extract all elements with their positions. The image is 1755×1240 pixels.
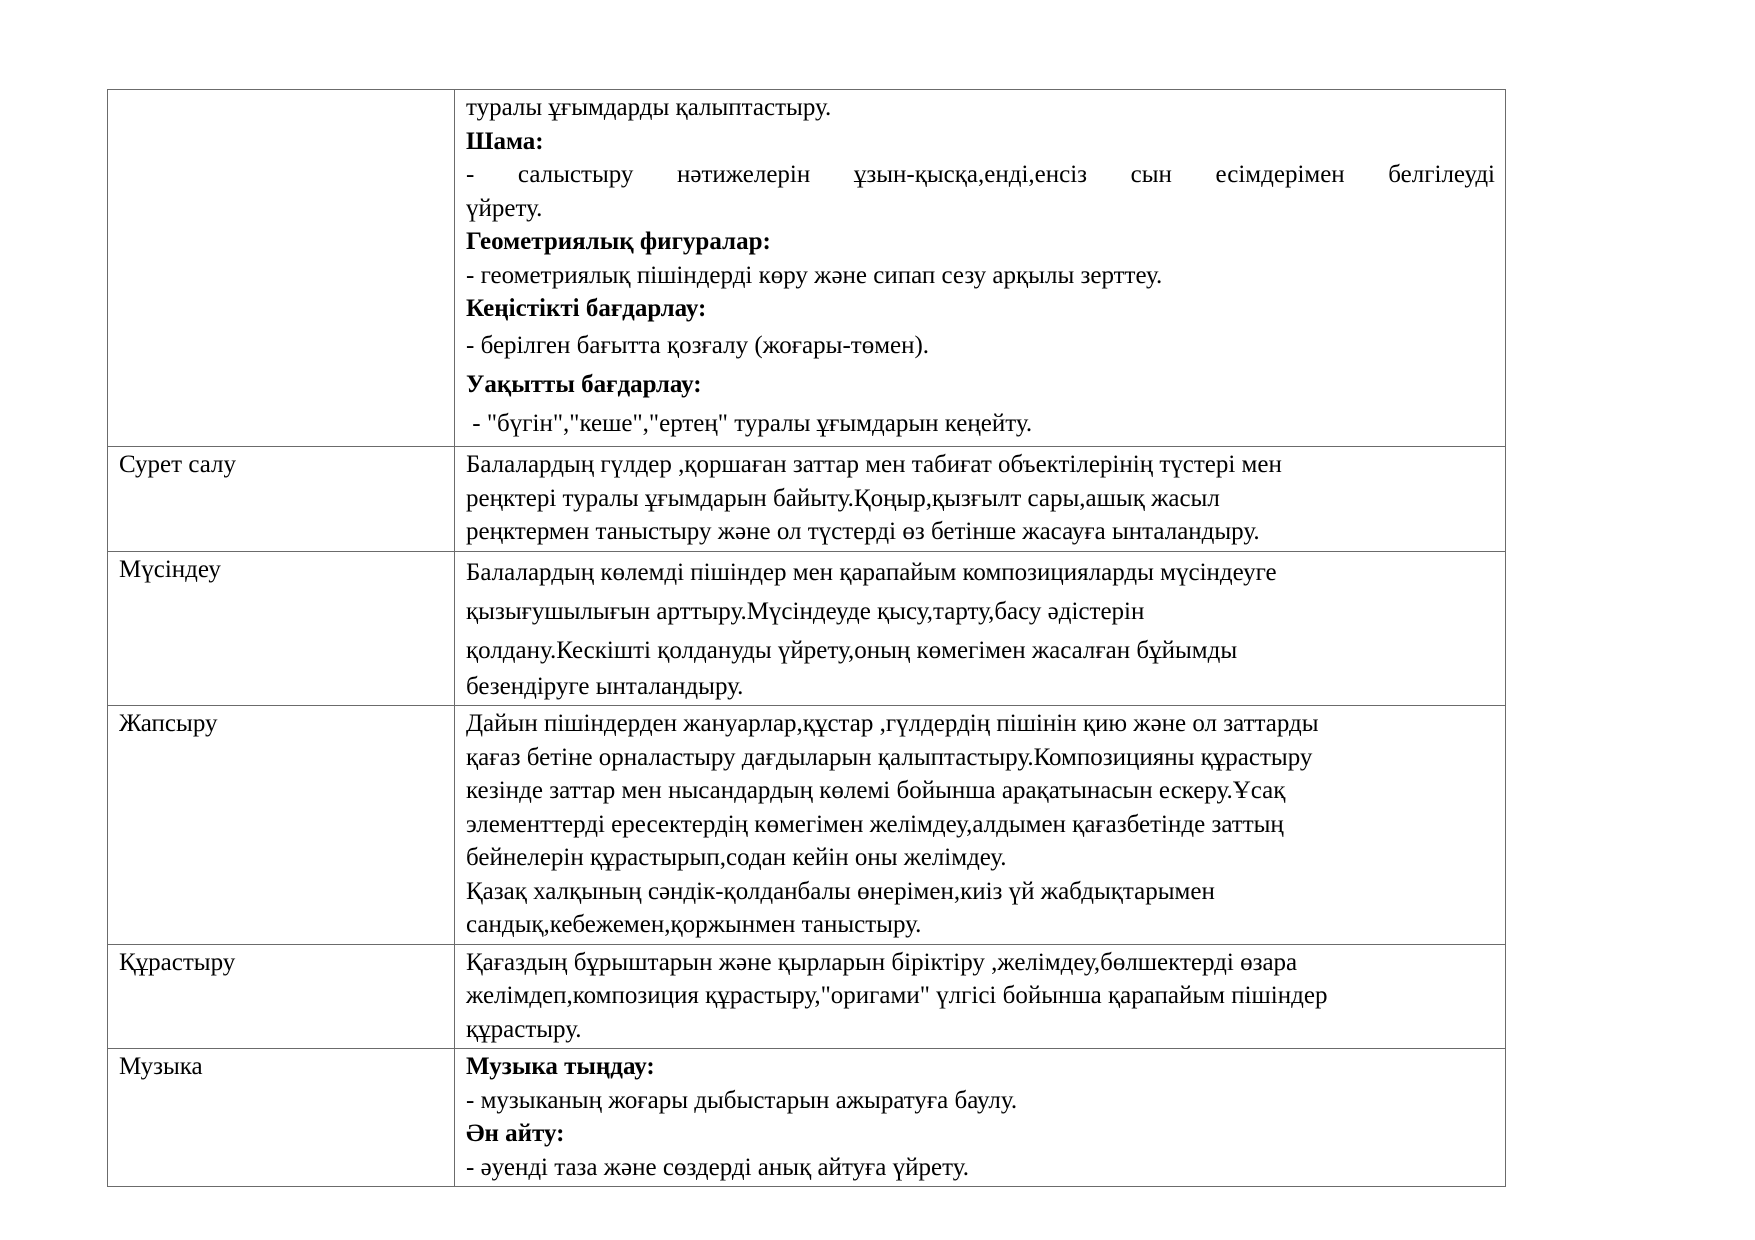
content-line: - берілген бағытта қозғалу (жоғары-төмен). [466, 331, 930, 359]
curriculum-table [107, 89, 1506, 1187]
subject-label: Жапсыру [119, 710, 218, 737]
content-line: құрастыру. [466, 1015, 582, 1043]
content-line: Дайын пішіндерден жануарлар,құстар ,гүлдердің пішінін қию және ол заттарды [466, 710, 1319, 737]
content-line: желімдеп,композиция құрастыру,"оригами" үлгісі бойынша қарапайым пішіндер [466, 982, 1328, 1009]
subject-cell [108, 944, 455, 1049]
content-line: бейнелерін құрастырып,содан кейін оны желімдеу. [466, 844, 1007, 871]
content-line: туралы ұғымдарды қалыптастыру. [466, 94, 832, 121]
table-row [108, 447, 1506, 552]
content-line: - геометриялық пішіндерді көру және сипап сезу арқылы зерттеу. [466, 261, 1163, 289]
section-heading: Шама: [466, 127, 544, 155]
content-cell [455, 944, 1506, 1049]
content-line: реңктермен таныстыру және ол түстерді өз бетінше жасауға ынталандыру. [466, 518, 1260, 545]
section-heading: Кеңістікті бағдарлау: [466, 295, 707, 322]
table-row [108, 944, 1506, 1049]
content-line: қызығушылығын арттыру.Мүсіндеуде қысу,тарту,басу әдістерін [466, 597, 1145, 625]
content-line: кезінде заттар мен нысандардың көлемі бойынша арақатынасын ескеру.Ұсақ [466, 777, 1286, 804]
content-line: элементтерді ересектердің көмегімен желімдеу,алдымен қағазбетінде заттың [466, 810, 1284, 838]
subject-cell [108, 447, 455, 552]
content-line: реңктері туралы ұғымдарын байыту.Қоңыр,қызғылт сары,ашық жасыл [466, 484, 1220, 512]
table-row [108, 551, 1506, 706]
section-heading: Музыка тыңдау: [466, 1053, 655, 1080]
subject-label: Музыка [119, 1053, 203, 1080]
content-line: қағаз бетіне орналастыру дағдыларын қалыптастыру.Композицияны құрастыру [466, 743, 1313, 771]
subject-label: Құрастыру [119, 948, 236, 976]
content-line: үйрету. [466, 194, 543, 222]
content-line: Қағаздың бұрыштарын және қырларын біріктіру ,желімдеу,бөлшектерді өзара [466, 948, 1298, 976]
subject-cell [108, 90, 455, 447]
content-cell [455, 1049, 1506, 1187]
content-line: Балалардың гүлдер ,қоршаған заттар мен табиғат объектілерінің түстері мен [466, 451, 1282, 478]
subject-cell [108, 1049, 455, 1187]
subject-cell [108, 551, 455, 706]
content-line: сандық,кебежемен,қоржынмен таныстыру. [466, 911, 922, 938]
content-line: Қазақ халқының сәндік-қолданбалы өнерімен,киіз үй жабдықтарымен [466, 877, 1215, 905]
content-cell [455, 551, 1506, 706]
content-line: Балалардың көлемді пішіндер мен қарапайым композицияларды мүсіндеуге [466, 558, 1277, 586]
content-line: безендіруге ынталандыру. [466, 672, 744, 700]
section-heading: Уақытты бағдарлау: [466, 370, 702, 398]
content-line: - әуенді таза және сөздерді анық айтуға үйрету. [466, 1153, 969, 1181]
content-cell [455, 706, 1506, 945]
content-line: қолдану.Кескішті қолдануды үйрету,оның көмегімен жасалған бұйымды [466, 636, 1238, 664]
subject-label: Мүсіндеу [119, 555, 221, 583]
content-line: - музыканың жоғары дыбыстарын ажыратуға баулу. [466, 1086, 1018, 1114]
table-row [108, 90, 1506, 447]
section-heading: Ән айту: [466, 1120, 565, 1147]
subject-label: Сурет салу [119, 451, 237, 478]
section-heading: Геометриялық фигуралар: [466, 228, 771, 255]
content-line: - "бүгін","кеше","ертең" туралы ұғымдарын кеңейту. [466, 409, 1033, 437]
content-line: - салыстыру нәтижелерін ұзын-қысқа,енді,енсіз сын есімдерімен белгілеуді [466, 161, 1495, 188]
content-cell [455, 447, 1506, 552]
subject-cell [108, 706, 455, 945]
table-row [108, 706, 1506, 945]
content-cell [455, 90, 1506, 447]
table-row [108, 1049, 1506, 1187]
